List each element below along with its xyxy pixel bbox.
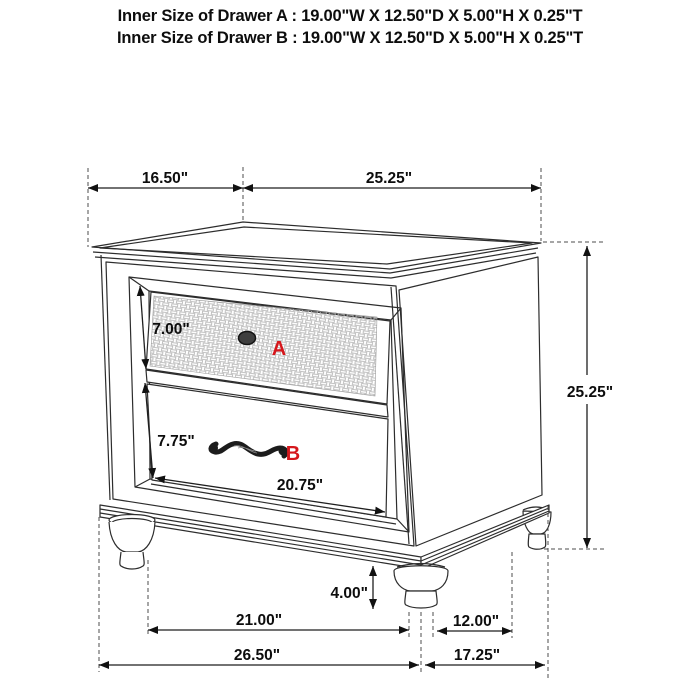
drawer-width-label: 20.75" <box>276 477 324 494</box>
drawer-a-knob <box>239 332 256 345</box>
drawer-b-height-label: 7.75" <box>157 433 195 450</box>
foot-height-label: 4.00" <box>330 585 368 602</box>
overall-depth-label: 17.25" <box>453 647 501 664</box>
front-right-foot <box>394 564 448 609</box>
top-width-label: 25.25" <box>365 170 413 187</box>
drawer-a-label: A <box>271 338 287 360</box>
drawer-b-inner-size-title: Inner Size of Drawer B : 19.00"W X 12.50"D X 5.00"H X 0.25"T <box>117 29 583 47</box>
front-feet-spacing-label: 21.00" <box>235 612 283 629</box>
drawer-a-inner-size-title: Inner Size of Drawer A : 19.00"W X 12.50"D X 5.00"H X 0.25"T <box>117 7 583 25</box>
side-feet-spacing-label: 12.00" <box>452 613 500 630</box>
drawer-b-label: B <box>285 443 301 465</box>
drawer-a-height-label: 7.00" <box>152 321 190 338</box>
overall-height-label: 25.25" <box>566 384 614 401</box>
right-side-panel <box>399 257 542 546</box>
top-depth-label: 16.50" <box>141 170 189 187</box>
overall-width-label: 26.50" <box>233 647 281 664</box>
nightstand <box>92 222 551 608</box>
